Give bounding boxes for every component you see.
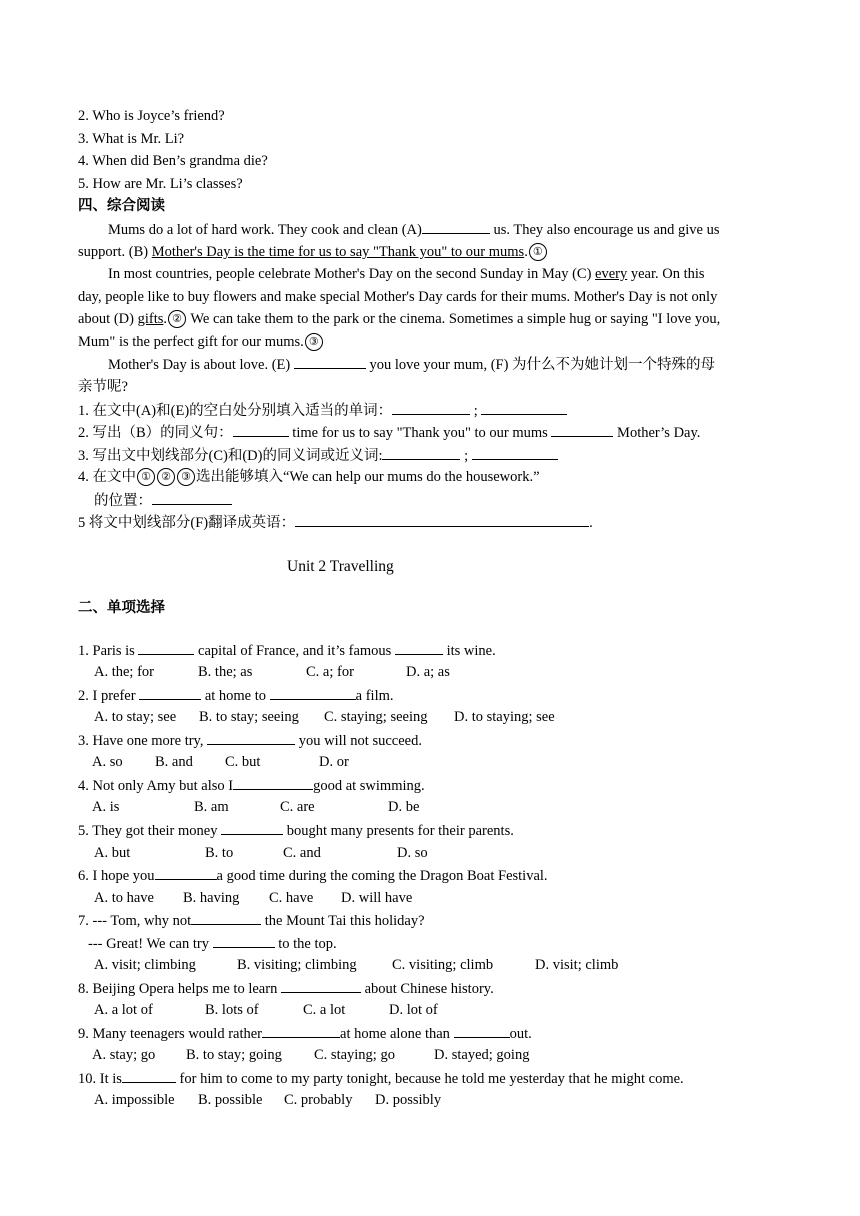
text-segment: 5 将文中划线部分(F)翻译成英语： [78,515,296,531]
underlined-word-D: gifts [137,311,164,327]
answer-option: B. to stay; seeing [199,709,299,725]
answer-option: B. and [155,754,193,770]
mc-question-9 [78,1023,532,1044]
unit-title: Unit 2 Travelling [287,558,394,575]
answer-option: C. a lot [303,1002,346,1018]
answer-option: B. to [205,845,234,861]
answer-blank [233,775,313,790]
text-segment: 4. Not only Amy but also I [78,778,234,794]
mc-question-4 [78,775,425,796]
answer-option: D. to staying; see [454,709,555,725]
text-segment: a good time during the coming the Dragon Boat Festival. [216,868,548,884]
answer-blank [207,730,295,745]
mc-options-7 [94,955,618,975]
text-segment: 9. Many teenagers would rather [78,1026,263,1042]
text-segment: 3. Have one more try, [78,733,208,749]
mc-question-8 [78,978,494,999]
answer-option: A. but [94,845,131,861]
reading-q5 [78,512,593,533]
answer-option: D. will have [341,890,413,906]
answer-blank [138,640,194,655]
circle-2: ② [168,310,186,328]
answer-option: D. so [397,845,428,861]
answer-option: C. but [225,754,261,770]
answer-option: B. am [194,799,229,815]
text-segment: a film. [355,688,394,704]
text-segment: 7. --- Tom, why not [78,913,192,929]
question-2: 2. Who is Joyce’s friend? [78,108,225,124]
text-segment: support. (B) [78,244,152,260]
circled-number: ③ [177,468,195,486]
text-segment: bought many presents for their parents. [283,823,514,839]
mc-options-6 [94,888,412,908]
answer-option: D. be [388,799,420,815]
mc-options-1 [94,662,450,682]
text-segment: time for us to say "Thank you" to our mums [288,425,552,441]
answer-blank [382,445,460,460]
passage-line-6 [78,332,324,352]
blank-A [422,219,490,234]
text-segment: you will not succeed. [295,733,422,749]
text-segment: 4. 在文中 [78,469,136,485]
text-segment: about Chinese history. [360,981,494,997]
answer-blank [454,1023,510,1038]
text-segment: 10. It is [78,1071,122,1087]
answer-option: D. a; as [406,664,450,680]
answer-blank [155,865,217,880]
text-segment: 选出能够填入“We can help our mums do the housework.” [196,469,540,485]
text-segment: 3. 写出文中划线部分(C)和(D)的同义词或近义词: [78,448,383,464]
text-segment: In most countries, people celebrate Mother's Day on the second Sunday in May (C) [108,266,596,282]
text-segment: 5. They got their money [78,823,222,839]
answer-blank [213,933,275,948]
answer-blank [221,820,283,835]
mc-question-2 [78,685,394,706]
answer-option: B. the; as [198,664,253,680]
answer-blank [295,512,589,527]
answer-option: D. or [319,754,349,770]
answer-blank [392,400,470,415]
reading-q1 [78,400,567,421]
answer-option: A. impossible [94,1092,175,1108]
answer-blank [472,445,558,460]
circle-3: ③ [305,333,323,351]
answer-option: C. are [280,799,315,815]
passage-line-4: day, people like to buy flowers and make special Mother's Day cards for their mums. Mother's Day is not only [78,289,718,305]
text-segment: 2. 写出（B）的同义句： [78,425,233,441]
circle-1: ① [529,243,547,261]
answer-blank [395,640,443,655]
text-segment: its wine. [442,643,496,659]
answer-option: D. visit; climb [535,957,619,973]
text-segment: 6. I hope you [78,868,155,884]
mc-options-8 [94,1000,438,1020]
text-segment: 的位置： [94,493,152,509]
blank-E [294,354,366,369]
text-segment: ; [460,448,472,464]
answer-blank [122,1068,176,1083]
answer-option: C. probably [284,1092,353,1108]
answer-option: C. and [283,845,321,861]
answer-option: A. the; for [94,664,154,680]
answer-blank [233,422,289,437]
answer-option: A. so [92,754,123,770]
text-segment: 2. I prefer [78,688,140,704]
answer-blank [191,910,261,925]
answer-option: B. to stay; going [186,1047,282,1063]
answer-option: A. stay; go [92,1047,156,1063]
answer-blank [281,978,361,993]
circled-number: ② [157,468,175,486]
text-segment: . [524,244,528,260]
reading-q2 [78,422,700,443]
mc-question-3 [78,730,422,751]
text-segment: Mother's Day is about love. (E) [108,357,294,373]
answer-option: B. visiting; climbing [237,957,357,973]
text-segment: at home to [201,688,270,704]
answer-option: A. to stay; see [94,709,177,725]
text-segment: good at swimming. [313,778,425,794]
text-segment: . [589,515,593,531]
answer-option: A. to have [94,890,154,906]
section-title-reading: 四、综合阅读 [78,198,165,214]
text-segment: --- Great! We can try [88,936,213,952]
answer-option: C. staying; go [314,1047,395,1063]
text-segment: about (D) [78,311,138,327]
passage-line-8: 亲节呢? [78,379,128,395]
text-segment: for him to come to my party tonight, because he told me yesterday that he might come. [175,1071,684,1087]
answer-option: D. lot of [389,1002,438,1018]
answer-blank [152,490,232,505]
text-segment: We can take them to the park or the cinema. Sometimes a simple hug or saying "I love you, [187,311,721,327]
question-5: 5. How are Mr. Li’s classes? [78,176,243,192]
answer-option: B. having [183,890,240,906]
mc-options-5 [94,843,428,863]
text-segment: the Mount Tai this holiday? [261,913,425,929]
passage-line-3 [108,264,705,284]
reading-q3 [78,445,558,466]
answer-option: D. stayed; going [434,1047,530,1063]
mc-question-6 [78,865,548,886]
answer-blank [551,422,613,437]
mc-question-10 [78,1068,684,1089]
circled-number: ① [137,468,155,486]
mc-question-5 [78,820,514,841]
mc-options-10 [94,1090,441,1110]
underlined-sentence-B: Mother's Day is the time for us to say "Thank you" to our mums [151,244,525,260]
text-segment: 8. Beijing Opera helps me to learn [78,981,281,997]
text-segment: Mums do a lot of hard work. They cook and clean (A) [108,222,422,238]
text-segment: you love your mum, (F) 为什么不为她计划一个特殊的母 [365,357,716,373]
answer-option: C. a; for [306,664,354,680]
answer-option: B. lots of [205,1002,259,1018]
answer-option: D. possibly [375,1092,442,1108]
mc-options-3 [92,752,349,772]
text-segment: us. They also encourage us and give us [489,222,720,238]
answer-blank [139,685,201,700]
text-segment: ; [470,403,482,419]
reading-q4 [78,467,540,487]
text-segment: 1. Paris is [78,643,139,659]
text-segment: 1. 在文中(A)和(E)的空白处分别填入适当的单词： [78,403,393,419]
answer-option: A. visit; climbing [94,957,196,973]
underlined-word-C: every [595,266,628,282]
mc-options-9 [92,1045,529,1065]
answer-option: B. possible [198,1092,263,1108]
answer-blank [270,685,356,700]
text-segment: out. [509,1026,532,1042]
answer-option: A. is [92,799,120,815]
mc-options-2 [94,707,555,727]
passage-line-7 [108,354,715,375]
text-segment: year. On this [627,266,705,282]
passage-line-5 [78,309,720,329]
passage-line-1 [108,219,720,240]
text-segment: . [163,311,167,327]
text-segment: Mum" is the perfect gift for our mums. [78,334,304,350]
question-4: 4. When did Ben’s grandma die? [78,153,268,169]
answer-option: C. have [269,890,314,906]
mc-question-7 [78,910,425,931]
section-title-choice: 二、单项选择 [78,600,165,616]
answer-option: C. visiting; climb [392,957,494,973]
answer-blank [262,1023,340,1038]
text-segment: Mother’s Day. [613,425,701,441]
reading-q4-cont [94,490,232,511]
answer-option: A. a lot of [94,1002,153,1018]
answer-option: C. staying; seeing [324,709,428,725]
mc-options-4 [92,797,419,817]
text-segment: at home alone than [340,1026,454,1042]
text-segment: to the top. [274,936,337,952]
answer-blank [481,400,567,415]
mc-question-1 [78,640,496,661]
passage-line-2 [78,242,548,262]
question-3: 3. What is Mr. Li? [78,131,185,147]
text-segment: capital of France, and it’s famous [194,643,395,659]
mc-question-7-line2 [88,933,337,954]
